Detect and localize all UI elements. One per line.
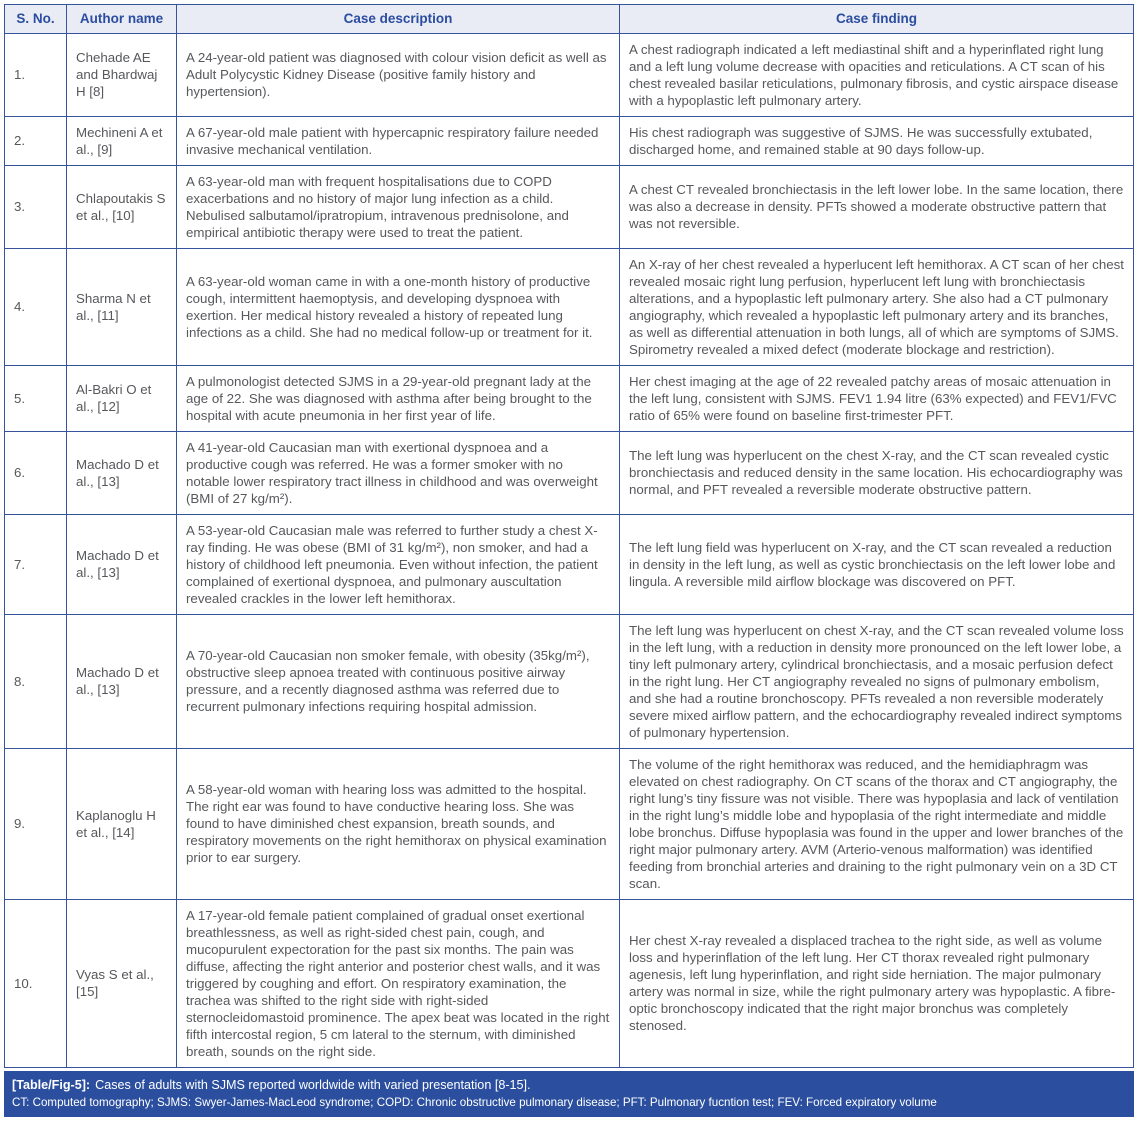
- cell-author-name: Mechineni A et al., [9]: [67, 116, 177, 165]
- table-row: [5, 899, 1134, 1067]
- header-row: [5, 5, 1134, 34]
- cell-author-name: Machado D et al., [13]: [67, 614, 177, 748]
- cell-serial-number: 2.: [5, 116, 67, 165]
- table-row: [5, 431, 1134, 514]
- cell-case-finding: Her chest imaging at the age of 22 revealed patchy areas of mosaic attenuation in the left lung, consistent with SJMS. FEV1 1.94 litre (63% expected) and FEV1/FVC ratio of 65% were found on baseline first-trimester PFT.: [620, 365, 1134, 431]
- cell-author-name: Machado D et al., [13]: [67, 431, 177, 514]
- column-header-sno: S. No.: [5, 5, 67, 34]
- table-caption-text: Cases of adults with SJMS reported worldwide with varied presentation [8-15].: [95, 1077, 531, 1092]
- cell-case-description: A 63-year-old woman came in with a one-month history of productive cough, intermittent haemoptysis, and developing dyspnoea with exertion. Her medical history revealed a history of repeated lung infections as a child. She had no medical follow-up or treatment for it.: [177, 248, 620, 365]
- cell-case-finding: An X-ray of her chest revealed a hyperlucent left hemithorax. A CT scan of her chest revealed mosaic right lung perfusion, hyperlucent left lung with bronchiectasis alterations, and a hypoplastic left pulmonary artery. She also had a CT pulmonary angiography, which revealed a hypoplastic left pulmonary artery and its branches, as well as differential attenuation in both lungs, all of which are symptoms of SJMS. Spirometry revealed a mixed defect (moderate blockage and restriction).: [620, 248, 1134, 365]
- abbreviations-text: CT: Computed tomography; SJMS: Swyer-James-MacLeod syndrome; COPD: Chronic obstructive pulmonary disease; PFT: Pulmonary fucntion test; FEV: Forced expiratory volume: [12, 1095, 937, 1109]
- cell-case-description: A 41-year-old Caucasian man with exertional dyspnoea and a productive cough was referred. He was a former smoker with no notable lower respiratory tract illness in childhood and was overweight (BMI of 27 kg/m²).: [177, 431, 620, 514]
- cell-serial-number: 3.: [5, 165, 67, 248]
- cell-serial-number: 10.: [5, 899, 67, 1067]
- cell-author-name: Al-Bakri O et al., [12]: [67, 365, 177, 431]
- table-row: [5, 33, 1134, 116]
- cell-case-description: A 24-year-old patient was diagnosed with colour vision deficit as well as Adult Polycystic Kidney Disease (positive family history and hypertension).: [177, 33, 620, 116]
- table-row: [5, 116, 1134, 165]
- table-row: [5, 365, 1134, 431]
- table-row: [5, 165, 1134, 248]
- cell-case-description: A 67-year-old male patient with hypercapnic respiratory failure needed invasive mechanical ventilation.: [177, 116, 620, 165]
- column-header-description: Case description: [177, 5, 620, 34]
- table-row: [5, 248, 1134, 365]
- cell-case-finding: The volume of the right hemithorax was reduced, and the hemidiaphragm was elevated on chest radiography. On CT scans of the thorax and CT angiography, the right lung’s tiny fissure was not visible. There was hypoplasia and lack of ventilation in the right lung’s middle lobe and hypoplasia of the right intermediate and middle lobe bronchus. Diffuse hypoplasia was found in the upper and lower branches of the right major pulmonary artery. AVM (Arterio-venous malformation) was identified feeding from bronchial arteries and draining to the right pulmonary vein on a 3D CT scan.: [620, 748, 1134, 899]
- cell-case-finding: The left lung was hyperlucent on the chest X-ray, and the CT scan revealed cystic bronchiectasis and reduced density in the same location. His echocardiography was normal, and PFT revealed a reversible moderate obstructive pattern.: [620, 431, 1134, 514]
- cell-serial-number: 8.: [5, 614, 67, 748]
- cell-case-description: A 58-year-old woman with hearing loss was admitted to the hospital. The right ear was found to have conductive hearing loss. She was found to have diminished chest expansion, breath sounds, and respiratory movements on the right hemithorax on physical examination prior to ear surgery.: [177, 748, 620, 899]
- cell-case-description: A 63-year-old man with frequent hospitalisations due to COPD exacerbations and no history of major lung infection as a child. Nebulised salbutamol/ipratropium, intravenous prednisolone, and empirical antibiotic therapy were used to treat the patient.: [177, 165, 620, 248]
- cell-case-finding: The left lung was hyperlucent on chest X-ray, and the CT scan revealed volume loss in the left lung, with a reduction in density more pronounced on the left lower lobe, a tiny left pulmonary artery, cylindrical bronchiectasis, and a mosaic perfusion defect in the right lung. Her CT angiography revealed no signs of pulmonary embolism, and she had a routine bronchoscopy. PFTs revealed a non reversible moderately severe mixed airflow pattern, and the echocardiography revealed indirect symptoms of pulmonary hypertension.: [620, 614, 1134, 748]
- table-caption-line: [12, 1077, 1126, 1093]
- cell-author-name: Chehade AE and Bhardwaj H [8]: [67, 33, 177, 116]
- cell-case-finding: The left lung field was hyperlucent on X-ray, and the CT scan revealed a reduction in density in the left lung, as well as cystic bronchiectasis on the left lower lobe and lingula. A reversible mild airflow blockage was discovered on PFT.: [620, 514, 1134, 614]
- cell-case-description: A 53-year-old Caucasian male was referred to further study a chest X-ray finding. He was obese (BMI of 31 kg/m²), non smoker, and had a history of childhood left pneumonia. Even without infection, the patient complained of exertional dyspnoea, and pulmonary auscultation revealed crackles in the lower left hemithorax.: [177, 514, 620, 614]
- cell-serial-number: 7.: [5, 514, 67, 614]
- cell-case-description: A 17-year-old female patient complained of gradual onset exertional breathlessness, as well as right-sided chest pain, cough, and mucopurulent expectoration for the past six months. The pain was diffuse, affecting the right anterior and posterior chest walls, and it was triggered by coughing and effort. On respiratory examination, the trachea was shifted to the right side with right-sided sternocleidomastoid prominence. The apex beat was located in the right fifth intercostal region, 5 cm lateral to the sternum, with diminished breath, sounds on the right side.: [177, 899, 620, 1067]
- cell-serial-number: 9.: [5, 748, 67, 899]
- cell-serial-number: 1.: [5, 33, 67, 116]
- cell-author-name: Sharma N et al., [11]: [67, 248, 177, 365]
- cell-case-finding: Her chest X-ray revealed a displaced trachea to the right side, as well as volume loss and hyperinflation of the left lung. Her CT thorax revealed right pulmonary agenesis, left lung hyperinflation, and right side herniation. The major pulmonary artery was normal in size, while the right pulmonary artery was hypoplastic. A fibre-optic bronchoscopy indicated that the right major bronchus was completely stenosed.: [620, 899, 1134, 1067]
- table-header: [5, 5, 1134, 34]
- column-header-author: Author name: [67, 5, 177, 34]
- cell-serial-number: 4.: [5, 248, 67, 365]
- table-body: [5, 33, 1134, 1067]
- cell-serial-number: 5.: [5, 365, 67, 431]
- cases-table: [4, 4, 1134, 1068]
- cell-case-description: A pulmonologist detected SJMS in a 29-year-old pregnant lady at the age of 22. She was diagnosed with asthma after being brought to the hospital with acute pneumonia in her first year of life.: [177, 365, 620, 431]
- table-caption-label: [Table/Fig-5]:: [12, 1077, 91, 1092]
- cell-serial-number: 6.: [5, 431, 67, 514]
- table-row: [5, 614, 1134, 748]
- cell-author-name: Chlapoutakis S et al., [10]: [67, 165, 177, 248]
- cell-author-name: Kaplanoglu H et al., [14]: [67, 748, 177, 899]
- table-row: [5, 514, 1134, 614]
- cell-case-description: A 70-year-old Caucasian non smoker female, with obesity (35kg/m²), obstructive sleep apnoea treated with continuous positive airway pressure, and a recently diagnosed asthma was referred due to recurrent pulmonary infections requiring hospital admission.: [177, 614, 620, 748]
- cell-case-finding: A chest radiograph indicated a left mediastinal shift and a hyperinflated right lung and a left lung volume decrease with opacities and reticulations. A CT scan of his chest revealed basilar reticulations, pulmonary fibrosis, and cystic airspace disease with a hypoplastic left pulmonary artery.: [620, 33, 1134, 116]
- column-header-finding: Case finding: [620, 5, 1134, 34]
- cell-case-finding: A chest CT revealed bronchiectasis in the left lower lobe. In the same location, there was also a decrease in density. PFTs showed a moderate obstructive pattern that was not reversible.: [620, 165, 1134, 248]
- cell-case-finding: His chest radiograph was suggestive of SJMS. He was successfully extubated, discharged home, and remained stable at 90 days follow-up.: [620, 116, 1134, 165]
- cell-author-name: Vyas S et al., [15]: [67, 899, 177, 1067]
- table-row: [5, 748, 1134, 899]
- table-caption-bar: [4, 1071, 1134, 1117]
- cell-author-name: Machado D et al., [13]: [67, 514, 177, 614]
